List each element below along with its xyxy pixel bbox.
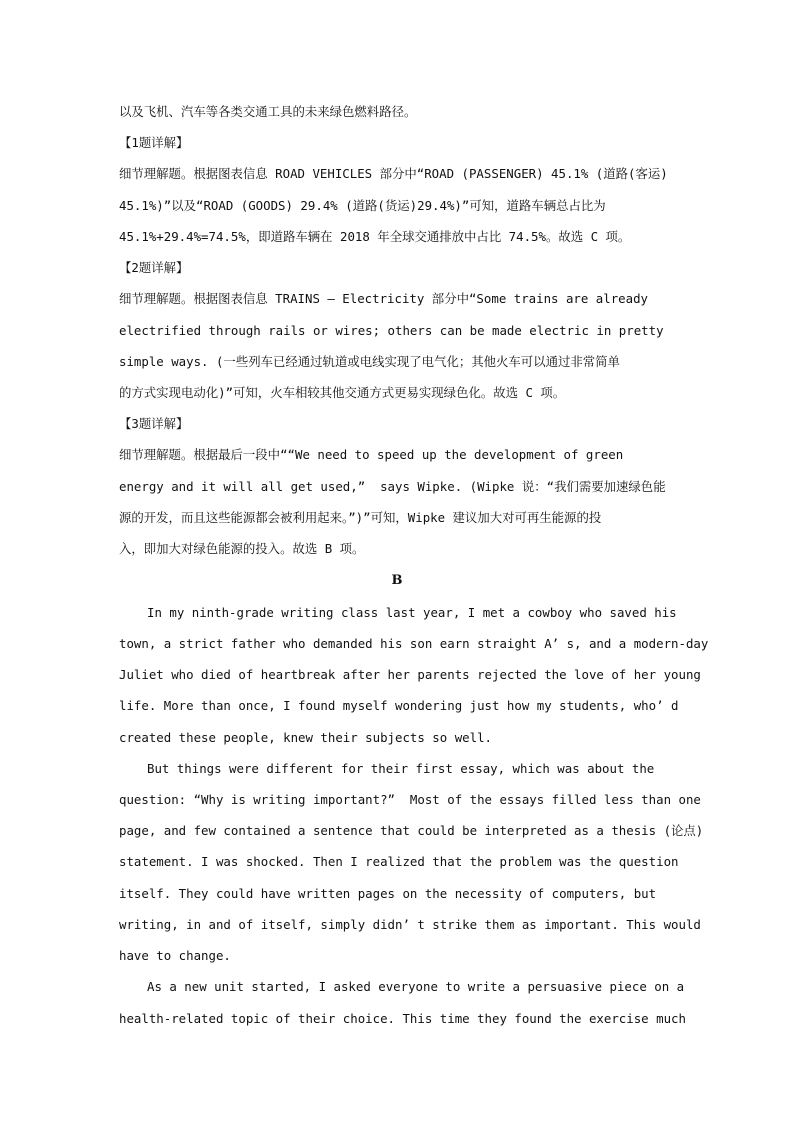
q3-line-1: 细节理解题。根据最后一段中““We need to speed up the development of green	[119, 447, 624, 462]
q3-line-2: energy and it will all get used,” says Wipke. (Wipke 说：“我们需要加速绿色能	[119, 479, 666, 494]
paragraph-2-line-7: have to change.	[119, 948, 231, 963]
paragraph-2-line-5: itself. They could have written pages on the necessity of computers, but	[119, 886, 657, 901]
q2-line-2: electrified through rails or wires; others can be made electric in pretty	[119, 323, 664, 338]
paragraph-1-line-4: life. More than once, I found myself wondering just how my students, who’ d	[119, 698, 679, 713]
q1-line-3: 45.1%+29.4%=74.5%，即道路车辆在 2018 年全球交通排放中占比 74.5%。故选 C 项。	[119, 229, 631, 244]
paragraph-2-line-1: But things were different for their first essay, which was about the	[147, 761, 655, 776]
q2-line-1: 细节理解题。根据图表信息 TRAINS — Electricity 部分中“Some trains are already	[119, 291, 649, 306]
q3-heading: 【3题详解】	[119, 416, 189, 431]
q1-line-2: 45.1%)”以及“ROAD (GOODS) 29.4% (道路(货运)29.4%)”可知，道路车辆总占比为	[119, 198, 606, 213]
paragraph-3-line-1: As a new unit started, I asked everyone to write a persuasive piece on a	[147, 979, 685, 994]
paragraph-1-line-3: Juliet who died of heartbreak after her parents rejected the love of her young	[119, 667, 701, 682]
paragraph-2-line-2: question: “Why is writing important?” Most of the essays filled less than one	[119, 792, 701, 807]
paragraph-2-line-3: page, and few contained a sentence that could be interpreted as a thesis (论点)	[119, 823, 704, 838]
q3-line-4: 入，即加大对绿色能源的投入。故选 B 项。	[119, 541, 365, 556]
q1-heading: 【1题详解】	[119, 135, 189, 150]
q1-line-1: 细节理解题。根据图表信息 ROAD VEHICLES 部分中“ROAD (PASSENGER) 45.1% (道路(客运)	[119, 166, 668, 181]
q2-line-3: simple ways. (一些列车已经通过轨道或电线实现了电气化；其他火车可以通过非常简单	[119, 354, 620, 369]
paragraph-1-line-2: town, a strict father who demanded his son earn straight A’ s, and a modern-day	[119, 636, 709, 651]
paragraph-1-line-1: In my ninth-grade writing class last year, I met a cowboy who saved his	[147, 605, 677, 620]
paragraph-3-line-2: health-related topic of their choice. This time they found the exercise much	[119, 1011, 686, 1026]
passage-title: B	[391, 573, 403, 588]
paragraph-2-line-6: writing, in and of itself, simply didn’ t strike them as important. This would	[119, 917, 701, 932]
q3-line-3: 源的开发，而且这些能源都会被利用起来。”)”可知，Wipke 建议加大对可再生能源的投	[119, 510, 602, 525]
intro-line: 以及飞机、汽车等各类交通工具的未来绿色燃料路径。	[119, 104, 417, 119]
q2-line-4: 的方式实现电动化)”可知，火车相较其他交通方式更易实现绿色化。故选 C 项。	[119, 385, 566, 400]
q2-heading: 【2题详解】	[119, 260, 189, 275]
paragraph-1-line-5: created these people, knew their subjects so well.	[119, 730, 492, 745]
paragraph-2-line-4: statement. I was shocked. Then I realized that the problem was the question	[119, 854, 679, 869]
